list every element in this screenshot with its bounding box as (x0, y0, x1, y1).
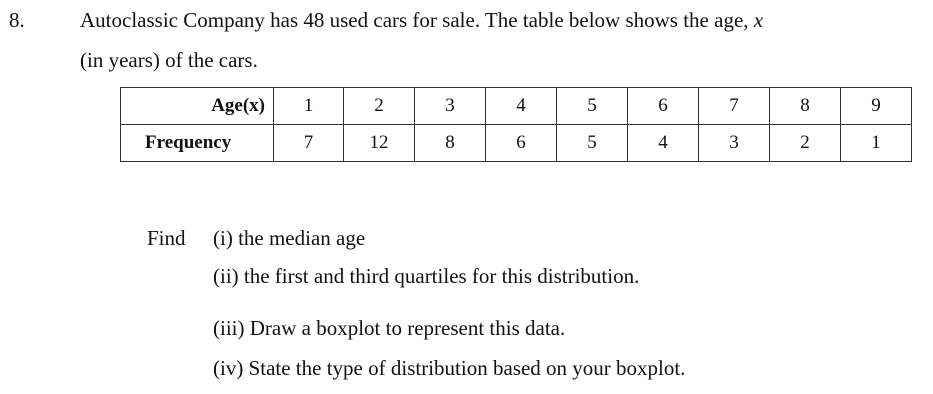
frequency-row (121, 125, 912, 162)
frequency-cell: 5 (557, 125, 628, 162)
task-part-iv: (iv) State the type of distribution based on your boxplot. (213, 356, 686, 380)
age-row (121, 88, 912, 125)
age-cell: 2 (344, 88, 415, 125)
age-header: Age(x) (121, 88, 274, 125)
age-cell: 4 (486, 88, 557, 125)
age-cell: 7 (699, 88, 770, 125)
frequency-header: Frequency (121, 125, 274, 162)
task-part-ii: (ii) the first and third quartiles for this distribution. (213, 264, 640, 288)
frequency-cell: 3 (699, 125, 770, 162)
frequency-cell: 1 (841, 125, 912, 162)
question-number: 8. (9, 8, 25, 32)
question-text-line2: (in years) of the cars. (80, 48, 258, 72)
frequency-cell: 8 (415, 125, 486, 162)
frequency-cell: 4 (628, 125, 699, 162)
frequency-cell: 7 (274, 125, 344, 162)
age-cell: 8 (770, 88, 841, 125)
age-cell: 5 (557, 88, 628, 125)
frequency-cell: 12 (344, 125, 415, 162)
age-cell: 1 (274, 88, 344, 125)
question-text-line1 (80, 8, 763, 33)
frequency-cell: 2 (770, 125, 841, 162)
task-part-i: (i) the median age (213, 226, 366, 250)
age-cell: 9 (841, 88, 912, 125)
task-part-iii: (iii) Draw a boxplot to represent this data. (213, 316, 566, 340)
frequency-table (120, 87, 912, 162)
age-cell: 3 (415, 88, 486, 125)
question-text: Autoclassic Company has 48 used cars for sale. The table below shows the age, (80, 8, 754, 32)
age-cell: 6 (628, 88, 699, 125)
variable-x: x (753, 8, 764, 32)
find-label: Find (147, 226, 186, 250)
frequency-cell: 6 (486, 125, 557, 162)
